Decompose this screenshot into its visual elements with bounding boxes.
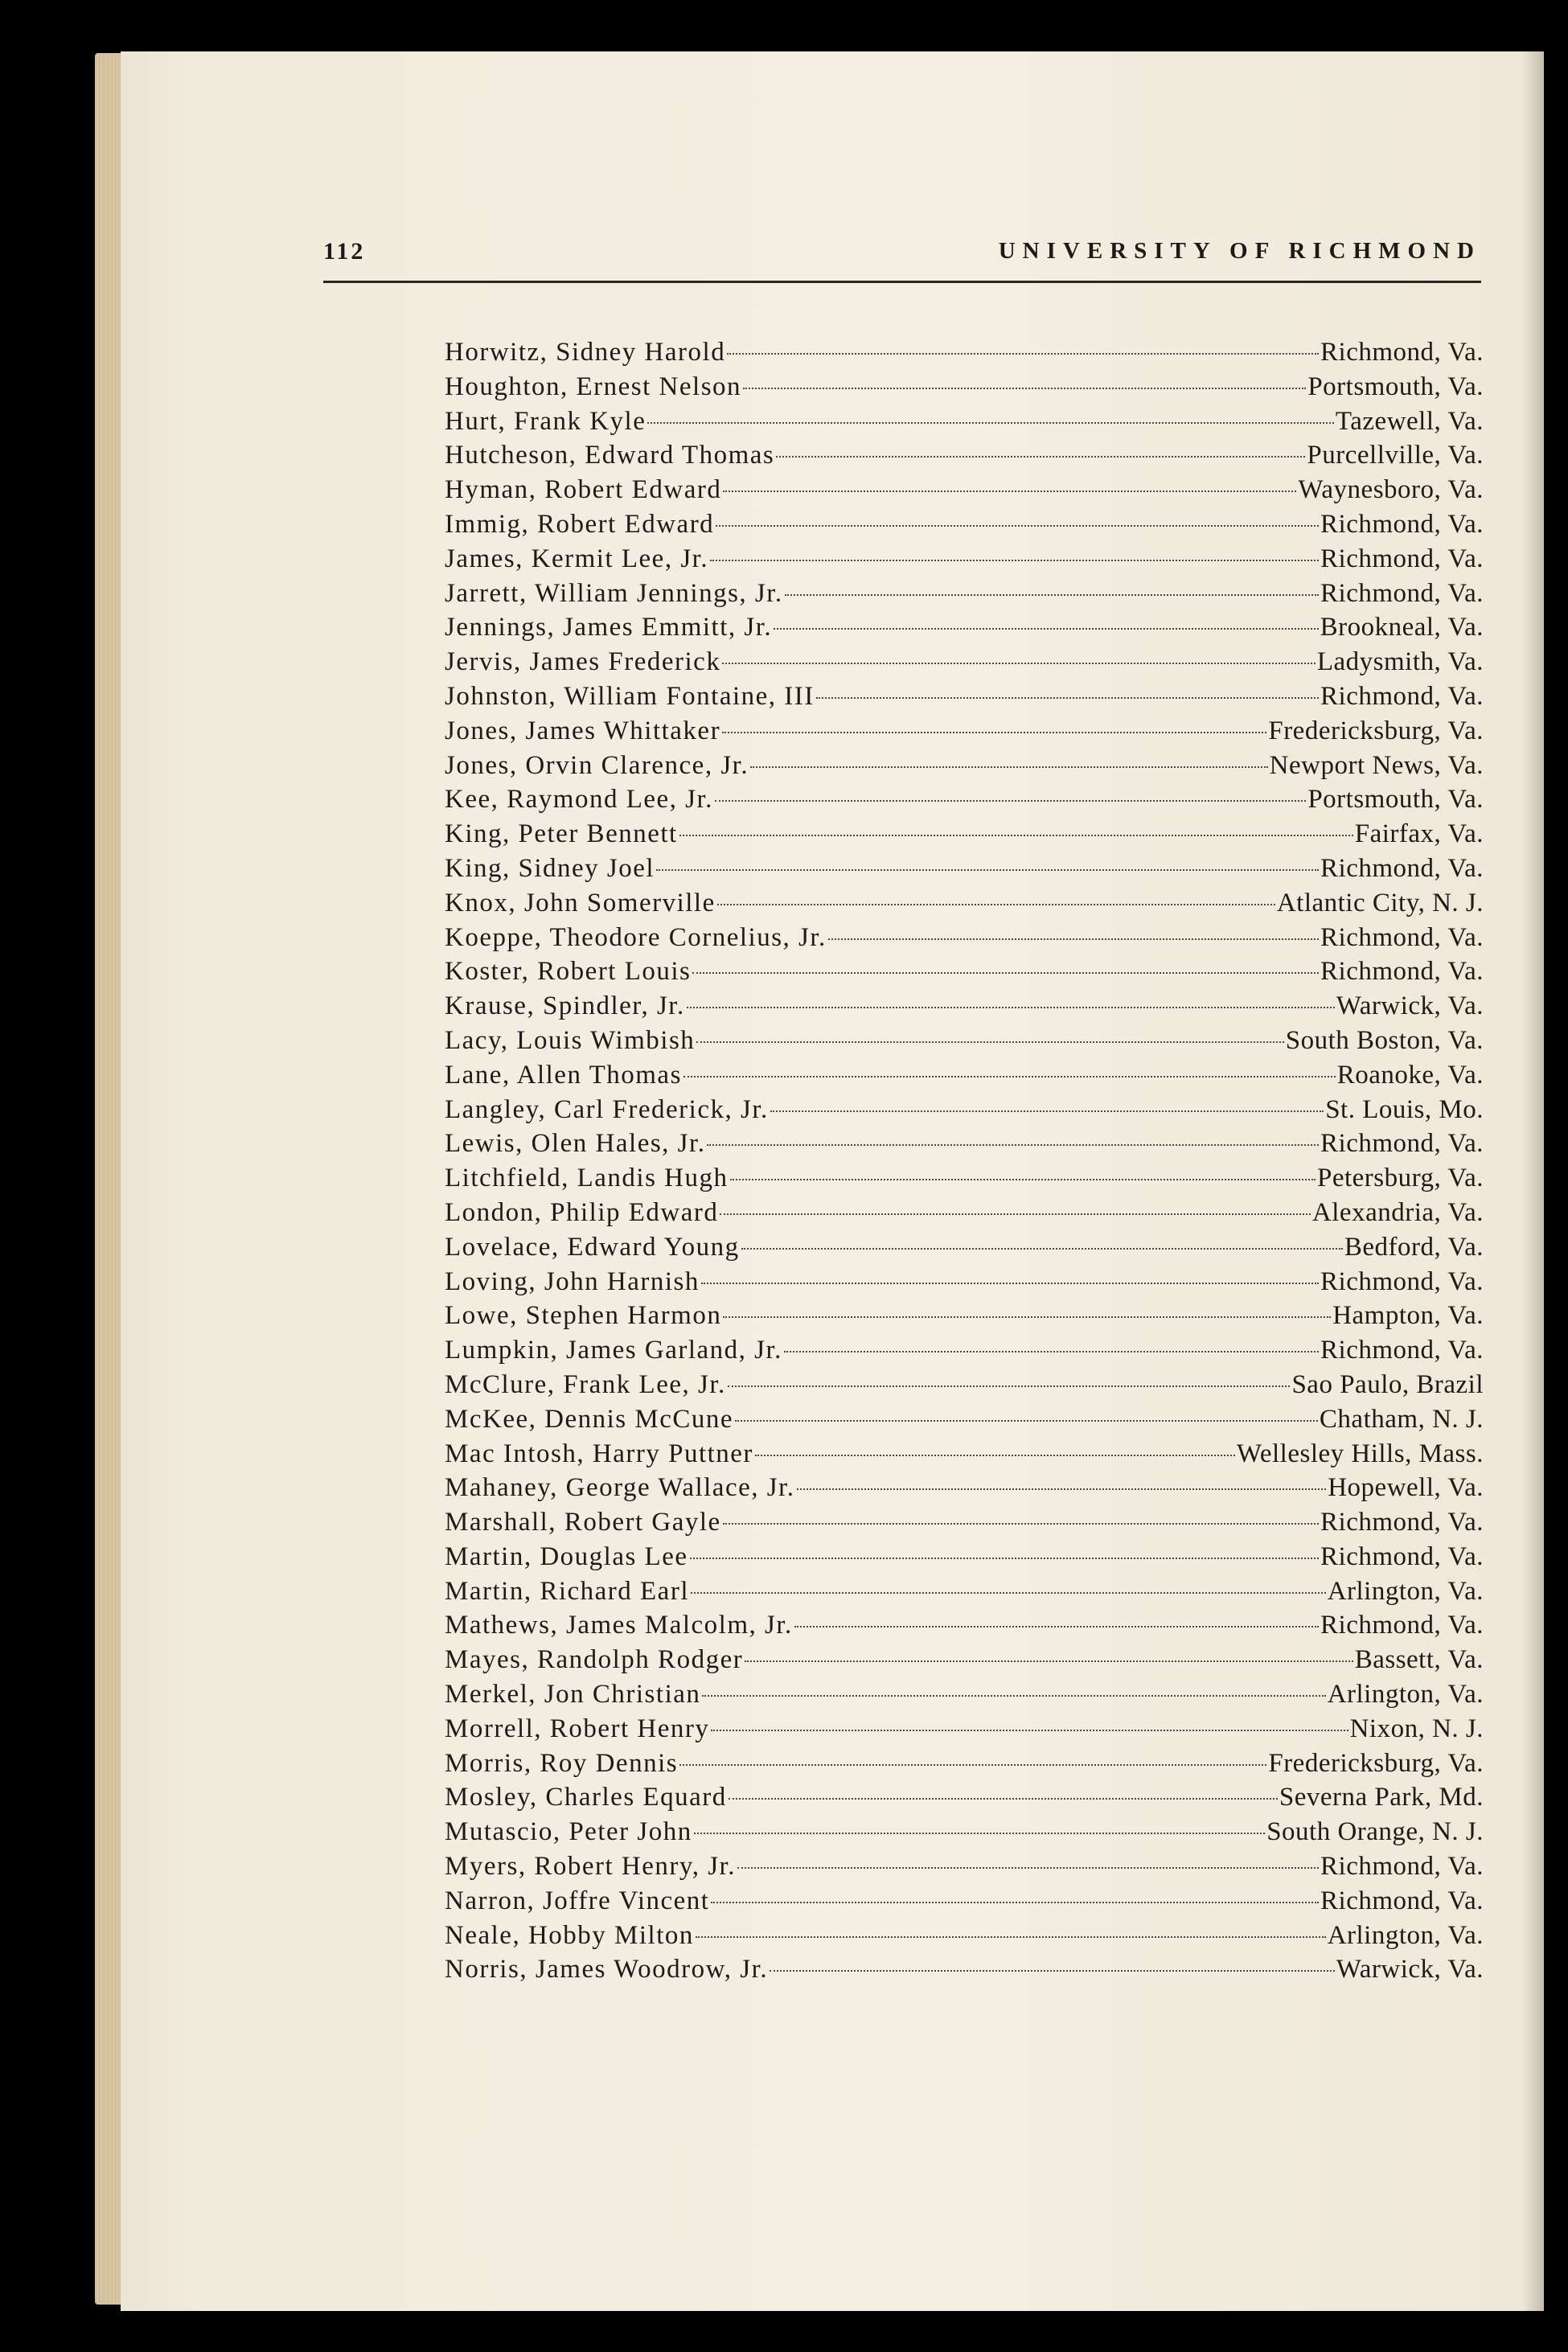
hometown: Fredericksburg, Va.	[1268, 716, 1484, 745]
dot-leader	[715, 800, 1306, 802]
student-roster	[445, 338, 1484, 1989]
roster-entry	[445, 991, 1484, 1026]
roster-entry	[445, 1267, 1484, 1302]
dot-leader	[696, 1936, 1326, 1938]
hometown: Arlington, Va.	[1327, 1576, 1484, 1606]
dot-leader	[701, 1283, 1319, 1284]
dot-leader	[735, 1420, 1318, 1422]
student-name: Jones, James Whittaker	[445, 716, 721, 745]
student-name: Martin, Douglas Lee	[445, 1541, 688, 1571]
student-name: Merkel, Jon Christian	[445, 1680, 701, 1710]
hometown: Richmond, Va.	[1320, 922, 1484, 952]
roster-entry	[445, 1439, 1484, 1474]
hometown: South Boston, Va.	[1285, 1025, 1484, 1055]
hometown: St. Louis, Mo.	[1325, 1094, 1484, 1124]
student-name: Houghton, Ernest Nelson	[445, 371, 742, 401]
roster-entry	[445, 1886, 1484, 1921]
roster-entry	[445, 1301, 1484, 1336]
roster-entry	[445, 716, 1484, 751]
hometown: Richmond, Va.	[1320, 957, 1484, 987]
dot-leader	[743, 388, 1306, 389]
roster-entry	[445, 1026, 1484, 1061]
student-name: Kee, Raymond Lee, Jr.	[445, 785, 713, 815]
roster-entry	[445, 1061, 1484, 1095]
roster-entry	[445, 1336, 1484, 1370]
hometown: South Orange, N. J.	[1266, 1817, 1484, 1847]
dot-leader	[711, 1902, 1319, 1903]
roster-entry	[445, 1577, 1484, 1611]
dot-leader	[711, 1730, 1348, 1731]
roster-entry	[445, 1542, 1484, 1577]
dot-leader	[729, 1798, 1278, 1800]
dot-leader	[723, 1523, 1319, 1525]
student-name: Immig, Robert Edward	[445, 509, 715, 539]
student-name: Langley, Carl Frederick, Jr.	[445, 1094, 769, 1124]
dot-leader	[647, 422, 1334, 424]
student-name: Johnston, William Fontaine, III	[445, 681, 815, 711]
roster-entry	[445, 1129, 1484, 1164]
student-name: Koeppe, Theodore Cornelius, Jr.	[445, 922, 827, 952]
student-name: Mutascio, Peter John	[445, 1817, 692, 1847]
roster-entry	[445, 579, 1484, 614]
hometown: Sao Paulo, Brazil	[1291, 1369, 1484, 1399]
hometown: Petersburg, Va.	[1316, 1164, 1484, 1193]
roster-entry	[445, 1508, 1484, 1542]
student-name: Lane, Allen Thomas	[445, 1060, 682, 1090]
roster-entry	[445, 1473, 1484, 1508]
dot-leader	[692, 972, 1319, 974]
student-name: Litchfield, Landis Hugh	[445, 1164, 729, 1193]
student-name: Jennings, James Emmitt, Jr.	[445, 613, 773, 642]
hometown: Ladysmith, Va.	[1316, 647, 1484, 677]
student-name: Jones, Orvin Clarence, Jr.	[445, 750, 749, 780]
roster-entry	[445, 510, 1484, 544]
roster-entry	[445, 475, 1484, 510]
hometown: Waynesboro, Va.	[1298, 475, 1484, 505]
student-name: Hurt, Frank Kyle	[445, 406, 646, 436]
roster-entry	[445, 1095, 1484, 1130]
student-name: Martin, Richard Earl	[445, 1576, 689, 1606]
roster-entry	[445, 1783, 1484, 1817]
dot-leader	[723, 1316, 1331, 1318]
dot-leader	[741, 1248, 1343, 1250]
student-name: Mosley, Charles Equard	[445, 1783, 727, 1812]
hometown: Richmond, Va.	[1320, 1336, 1484, 1365]
dot-leader	[755, 1455, 1235, 1456]
dot-leader	[828, 938, 1319, 940]
hometown: Brookneal, Va.	[1320, 613, 1484, 642]
hometown: Wellesley Hills, Mass.	[1236, 1439, 1484, 1468]
student-name: Marshall, Robert Gayle	[445, 1508, 721, 1537]
hometown: Richmond, Va.	[1320, 1541, 1484, 1571]
roster-entry	[445, 751, 1484, 786]
student-name: Mac Intosh, Harry Puttner	[445, 1439, 753, 1468]
roster-entry	[445, 372, 1484, 407]
roster-entry	[445, 819, 1484, 854]
dot-leader	[656, 869, 1319, 871]
dot-leader	[679, 835, 1353, 836]
student-name: Mayes, Randolph Rodger	[445, 1645, 744, 1675]
hometown: Alexandria, Va.	[1311, 1197, 1484, 1227]
dot-leader	[710, 560, 1319, 561]
hometown: Richmond, Va.	[1320, 1852, 1484, 1882]
dot-leader	[720, 1213, 1311, 1215]
hometown: Richmond, Va.	[1320, 681, 1484, 711]
roster-entry	[445, 407, 1484, 441]
roster-entry	[445, 1852, 1484, 1886]
dot-leader	[776, 456, 1305, 458]
hometown: Nixon, N. J.	[1349, 1714, 1484, 1743]
student-name: Knox, John Somerville	[445, 888, 716, 917]
student-name: Mahaney, George Wallace, Jr.	[445, 1473, 795, 1503]
hometown: Richmond, Va.	[1320, 509, 1484, 539]
hometown: Richmond, Va.	[1320, 1508, 1484, 1537]
hometown: Purcellville, Va.	[1307, 441, 1484, 470]
dot-leader	[683, 1076, 1336, 1077]
dot-leader	[694, 1833, 1265, 1834]
student-name: King, Peter Bennett	[445, 819, 678, 849]
dot-leader	[770, 1110, 1324, 1112]
student-name: Hutcheson, Edward Thomas	[445, 441, 775, 470]
roster-entry	[445, 785, 1484, 819]
dot-leader	[679, 1764, 1266, 1766]
hometown: Warwick, Va.	[1336, 991, 1484, 1021]
dot-leader	[730, 1179, 1316, 1180]
hometown: Richmond, Va.	[1320, 1886, 1484, 1915]
student-name: Lewis, Olen Hales, Jr.	[445, 1129, 706, 1159]
hometown: Richmond, Va.	[1320, 578, 1484, 608]
hometown: Richmond, Va.	[1320, 1611, 1484, 1640]
student-name: King, Sidney Joel	[445, 853, 655, 883]
student-name: Lowe, Stephen Harmon	[445, 1301, 722, 1331]
student-name: Lumpkin, James Garland, Jr.	[445, 1336, 782, 1365]
roster-entry	[445, 682, 1484, 716]
dot-leader	[707, 1144, 1319, 1146]
student-name: Morris, Roy Dennis	[445, 1748, 679, 1778]
dot-leader	[770, 1970, 1335, 1972]
student-name: Loving, John Harnish	[445, 1266, 700, 1296]
student-name: McKee, Dennis McCune	[445, 1404, 734, 1434]
dot-leader	[702, 1695, 1325, 1697]
hometown: Richmond, Va.	[1320, 1266, 1484, 1296]
hometown: Hampton, Va.	[1332, 1301, 1484, 1331]
student-name: Neale, Hobby Milton	[445, 1920, 694, 1950]
roster-entry	[445, 957, 1484, 991]
roster-entry	[445, 1817, 1484, 1852]
student-name: Mathews, James Malcolm, Jr.	[445, 1611, 793, 1640]
roster-entry	[445, 923, 1484, 958]
page-number: 112	[323, 238, 366, 265]
roster-entry	[445, 1198, 1484, 1233]
dot-leader	[745, 1660, 1353, 1662]
dot-leader	[737, 1867, 1319, 1869]
hometown: Hopewell, Va.	[1328, 1473, 1484, 1503]
roster-entry	[445, 854, 1484, 889]
hometown: Richmond, Va.	[1320, 338, 1484, 367]
roster-entry	[445, 1370, 1484, 1405]
student-name: Norris, James Woodrow, Jr.	[445, 1955, 769, 1985]
dot-leader	[691, 1592, 1326, 1594]
student-name: James, Kermit Lee, Jr.	[445, 544, 709, 573]
hometown: Portsmouth, Va.	[1307, 785, 1484, 815]
student-name: Hyman, Robert Edward	[445, 475, 722, 505]
dot-leader	[794, 1626, 1319, 1628]
hometown: Arlington, Va.	[1327, 1680, 1484, 1710]
student-name: Narron, Joffre Vincent	[445, 1886, 710, 1915]
student-name: Krause, Spindler, Jr.	[445, 991, 685, 1021]
dot-leader	[716, 525, 1319, 527]
dot-leader	[750, 766, 1268, 768]
hometown: Atlantic City, N. J.	[1276, 888, 1484, 917]
header-rule	[323, 281, 1481, 283]
student-name: London, Philip Edward	[445, 1197, 719, 1227]
roster-entry	[445, 441, 1484, 475]
student-name: Horwitz, Sidney Harold	[445, 338, 726, 367]
gutter-shadow	[1521, 51, 1544, 2311]
student-name: McClure, Frank Lee, Jr.	[445, 1369, 726, 1399]
dot-leader	[797, 1488, 1327, 1490]
roster-entry	[445, 1680, 1484, 1714]
dot-leader	[690, 1558, 1320, 1559]
dot-leader	[722, 732, 1266, 733]
dot-leader	[774, 628, 1318, 630]
dot-leader	[723, 491, 1296, 492]
roster-entry	[445, 1749, 1484, 1783]
student-name: Lacy, Louis Wimbish	[445, 1025, 696, 1055]
hometown: Bedford, Va.	[1344, 1232, 1484, 1262]
student-name: Myers, Robert Henry, Jr.	[445, 1852, 736, 1882]
dot-leader	[728, 1385, 1291, 1387]
hometown: Tazewell, Va.	[1335, 406, 1484, 436]
roster-entry	[445, 1164, 1484, 1198]
hometown: Richmond, Va.	[1320, 544, 1484, 573]
dot-leader	[816, 697, 1319, 699]
student-name: Morrell, Robert Henry	[445, 1714, 710, 1743]
student-name: Jervis, James Frederick	[445, 647, 721, 677]
roster-entry	[445, 544, 1484, 579]
hometown: Roanoke, Va.	[1336, 1060, 1484, 1090]
dot-leader	[784, 1351, 1319, 1353]
roster-entry	[445, 1714, 1484, 1749]
hometown: Newport News, Va.	[1269, 750, 1484, 780]
roster-entry	[445, 889, 1484, 923]
hometown: Severna Park, Md.	[1279, 1783, 1484, 1812]
roster-entry	[445, 1233, 1484, 1267]
hometown: Chatham, N. J.	[1319, 1404, 1484, 1434]
student-name: Jarrett, William Jennings, Jr.	[445, 578, 783, 608]
hometown: Portsmouth, Va.	[1307, 371, 1484, 401]
roster-entry	[445, 647, 1484, 682]
roster-entry	[445, 1921, 1484, 1956]
roster-entry	[445, 613, 1484, 647]
roster-entry	[445, 1611, 1484, 1645]
dot-leader	[727, 353, 1319, 355]
student-name: Lovelace, Edward Young	[445, 1232, 740, 1262]
hometown: Bassett, Va.	[1354, 1645, 1484, 1675]
dot-leader	[696, 1041, 1283, 1043]
dot-leader	[717, 904, 1275, 905]
dot-leader	[722, 663, 1316, 664]
roster-entry	[445, 1645, 1484, 1680]
roster-entry	[445, 1405, 1484, 1439]
student-name: Koster, Robert Louis	[445, 957, 692, 987]
hometown: Richmond, Va.	[1320, 1129, 1484, 1159]
dot-leader	[687, 1007, 1335, 1008]
hometown: Warwick, Va.	[1336, 1955, 1484, 1985]
hometown: Arlington, Va.	[1327, 1920, 1484, 1950]
dot-leader	[785, 594, 1319, 596]
hometown: Fredericksburg, Va.	[1268, 1748, 1484, 1778]
running-title: UNIVERSITY OF RICHMOND	[998, 238, 1481, 264]
running-head	[323, 238, 1481, 277]
hometown: Richmond, Va.	[1320, 853, 1484, 883]
roster-entry	[445, 1955, 1484, 1989]
roster-entry	[445, 338, 1484, 372]
hometown: Fairfax, Va.	[1354, 819, 1484, 849]
